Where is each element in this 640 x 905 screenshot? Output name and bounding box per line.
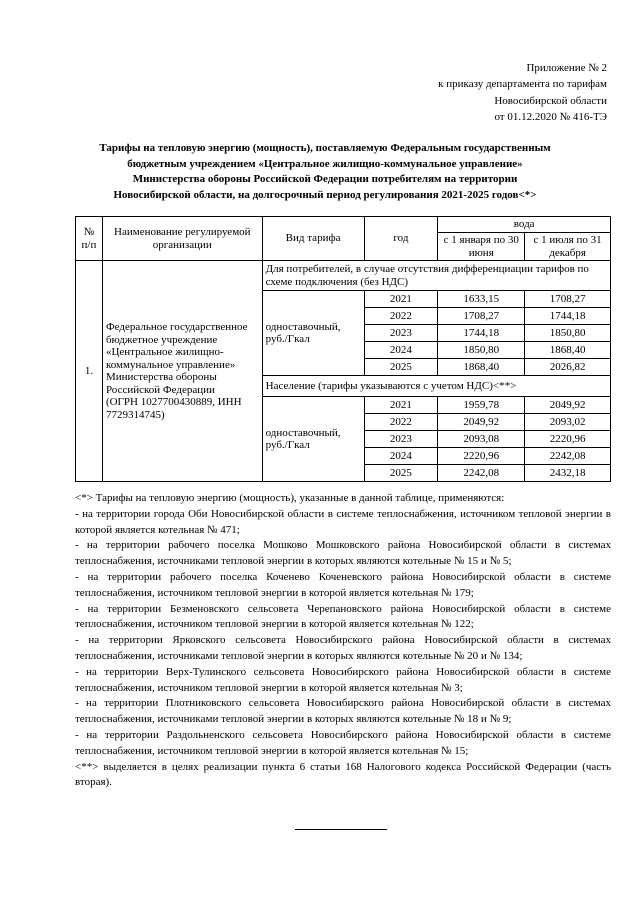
- value-cell: 1868,40: [438, 359, 525, 376]
- section-label: Население (тарифы указываются с учетом НДС)<**>: [262, 376, 610, 397]
- value-cell: 2026,82: [525, 359, 611, 376]
- section-label: Для потребителей, в случае отсутствия дифференциации тарифов по схеме подключения (без НДС): [262, 261, 610, 291]
- value-cell: 1744,18: [438, 325, 525, 342]
- year-cell: 2025: [364, 465, 438, 482]
- year-cell: 2022: [364, 308, 438, 325]
- year-cell: 2024: [364, 342, 438, 359]
- value-cell: 2093,08: [438, 431, 525, 448]
- organization-name: Федеральное государственное бюджетное учреждение «Центральное жилищно-коммунальное управление» Министерства обороны Российской Федерации: [105, 321, 248, 396]
- organization-cell: [102, 261, 262, 482]
- value-cell: 2093,02: [525, 414, 611, 431]
- header-water: вода: [438, 217, 611, 233]
- appendix-header: [347, 60, 607, 125]
- appendix-line: от 01.12.2020 № 416-ТЭ: [494, 110, 607, 123]
- appendix-line: к приказу департамента по тарифам: [438, 78, 607, 91]
- value-cell: 2220,96: [438, 448, 525, 465]
- year-cell: 2024: [364, 448, 438, 465]
- header-kind: Вид тарифа: [262, 217, 364, 261]
- header-num: № п/п: [76, 217, 103, 261]
- header-half1: с 1 января по 30 июня: [438, 233, 525, 261]
- tariff-kind: одноставочный, руб./Гкал: [262, 397, 364, 482]
- appendix-line: Приложение № 2: [526, 62, 607, 74]
- value-cell: 2242,08: [525, 448, 611, 465]
- appendix-line: Новосибирской области: [494, 94, 607, 107]
- year-cell: 2021: [364, 397, 438, 414]
- header-org: Наименование регулируемой организации: [102, 217, 262, 261]
- footnote-vat: <**> выделяется в целях реализации пункта 6 статьи 168 Налогового кодекса Российской Федерации (часть вторая).: [75, 760, 611, 789]
- value-cell: 1708,27: [525, 291, 611, 308]
- header-year: год: [364, 217, 438, 261]
- value-cell: 1633,15: [438, 291, 525, 308]
- organization-ids: (ОГРН 1027700430889, ИНН 7729314745): [105, 396, 242, 421]
- footnote-item: - на территории Безменовского сельсовета Черепановского района Новосибирской области в системе теплоснабжения, источником тепловой энергии в которой является котельная № 122;: [75, 602, 611, 631]
- header-half2: с 1 июля по 31 декабря: [525, 233, 611, 261]
- row-number: 1.: [76, 261, 103, 482]
- value-cell: 2242,08: [438, 465, 525, 482]
- footnote-item: - на территории рабочего поселка Коченево Коченевского района Новосибирской области в системе теплоснабжения, источником тепловой энергии в которой является котельная № 179;: [75, 570, 611, 599]
- value-cell: 2049,92: [525, 397, 611, 414]
- title-line: Тарифы на тепловую энергию (мощность), поставляемую Федеральным государственным: [99, 142, 551, 154]
- footnote-item: - на территории Ярковского сельсовета Новосибирского района Новосибирской области в системах теплоснабжения, источниками тепловой энергии в которых являются котельные № 20 и № 134;: [75, 634, 611, 662]
- tariff-kind: одноставочный, руб./Гкал: [262, 291, 364, 376]
- tariff-table: [75, 216, 611, 482]
- year-cell: 2021: [364, 291, 438, 308]
- footnotes: [75, 491, 611, 791]
- value-cell: 1850,80: [525, 325, 611, 342]
- value-cell: 2049,92: [438, 414, 525, 431]
- footnote-item: - на территории Плотниковского сельсовета Новосибирского района Новосибирской области в системах теплоснабжения, источниками тепловой энергии в которых являются котельные № 18 и № 9;: [75, 697, 611, 726]
- title-line: Министерства обороны Российской Федерации потребителям на территории: [132, 173, 518, 185]
- document-title: [72, 141, 578, 203]
- year-cell: 2025: [364, 359, 438, 376]
- value-cell: 1850,80: [438, 342, 525, 359]
- year-cell: 2023: [364, 325, 438, 342]
- footnote-item: - на территории Верх-Тулинского сельсовета Новосибирского района Новосибирской области в системе теплоснабжения, источником тепловой энергии в которой является котельная № 3;: [75, 665, 611, 694]
- divider-line: [295, 829, 387, 830]
- value-cell: 1868,40: [525, 342, 611, 359]
- value-cell: 1959,78: [438, 397, 525, 414]
- footnote-item: - на территории рабочего поселка Мошково Мошковского района Новосибирской области в системах теплоснабжения, источниками тепловой энергии в которых являются котельные № 15 и № 5;: [75, 539, 611, 568]
- title-line: бюджетным учреждением «Центральное жилищно-коммунальное управление»: [127, 157, 523, 170]
- value-cell: 2220,96: [525, 431, 611, 448]
- value-cell: 2432,18: [525, 465, 611, 482]
- year-cell: 2023: [364, 431, 438, 448]
- value-cell: 1744,18: [525, 308, 611, 325]
- year-cell: 2022: [364, 414, 438, 431]
- footnote-item: - на территории города Оби Новосибирской области в системе теплоснабжения, источником тепловой энергии в которой является котельная № 471;: [75, 507, 611, 536]
- footnote-item: - на территории Раздольненского сельсовета Новосибирского района Новосибирской области в системе теплоснабжения, источником тепловой энергии в которой является котельная № 15;: [75, 728, 611, 757]
- value-cell: 1708,27: [438, 308, 525, 325]
- footnote-intro: <*> Тарифы на тепловую энергию (мощность), указанные в данной таблице, применяются:: [75, 492, 505, 504]
- title-line: Новосибирской области, на долгосрочный период регулирования 2021-2025 годов<*>: [113, 188, 537, 201]
